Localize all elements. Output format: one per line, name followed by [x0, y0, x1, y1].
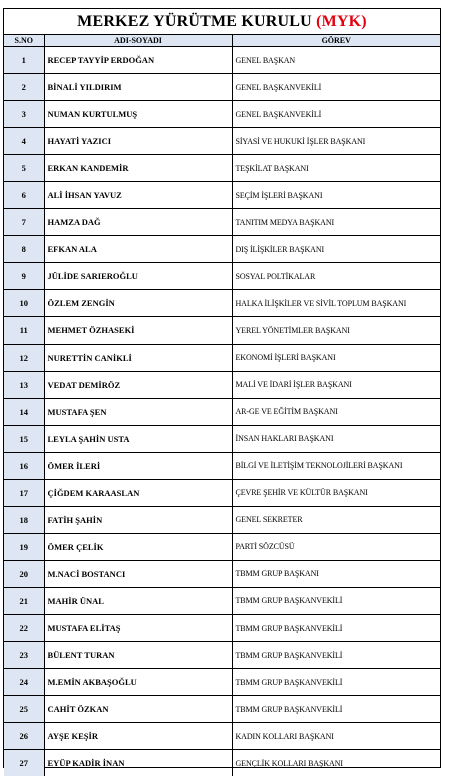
table-row: [4, 209, 440, 236]
member-name: ALİ İHSAN YAVUZ: [44, 182, 232, 209]
title-text: MERKEZ YÜRÜTME KURULU: [77, 13, 312, 30]
row-number: 18: [4, 506, 44, 533]
member-role: YEREL YÖNETİMLER BAŞKANI: [232, 317, 440, 344]
member-name: NUMAN KURTULMUŞ: [44, 101, 232, 128]
row-number: 2: [4, 74, 44, 101]
table-row: [4, 101, 440, 128]
member-role: MALİ VE İDARİ İŞLER BAŞKANI: [232, 371, 440, 398]
table-row: [4, 128, 440, 155]
table-row: [4, 74, 440, 101]
table-row: [4, 560, 440, 587]
member-role: TBMM GRUP BAŞKANVEKİLİ: [232, 696, 440, 723]
member-role: GENEL SEKRETER: [232, 506, 440, 533]
row-number: 1: [4, 47, 44, 74]
table-row: [4, 533, 440, 560]
member-name: M.NACİ BOSTANCI: [44, 560, 232, 587]
title-abbreviation: (MYK): [316, 13, 367, 30]
member-name: BİNALİ YILDIRIM: [44, 74, 232, 101]
member-name: MUSTAFA ŞEN: [44, 398, 232, 425]
row-number: 27: [4, 750, 44, 777]
member-role: İNSAN HAKLARI BAŞKANI: [232, 425, 440, 452]
member-name: EFKAN ALA: [44, 236, 232, 263]
member-name: ÖZLEM ZENGİN: [44, 290, 232, 317]
row-number: 14: [4, 398, 44, 425]
member-role: ÇEVRE ŞEHİR VE KÜLTÜR BAŞKANI: [232, 479, 440, 506]
member-name: VEDAT DEMİRÖZ: [44, 371, 232, 398]
member-name: RECEP TAYYİP ERDOĞAN: [44, 47, 232, 74]
row-number: 9: [4, 263, 44, 290]
member-name: MUSTAFA ELİTAŞ: [44, 614, 232, 641]
table-header: [4, 35, 440, 47]
members-table: [4, 35, 440, 776]
member-role: HALKA İLİŞKİLER VE SİVİL TOPLUM BAŞKANI: [232, 290, 440, 317]
row-number: 11: [4, 317, 44, 344]
member-name: HAYATİ YAZICI: [44, 128, 232, 155]
member-name: ÖMER ÇELİK: [44, 533, 232, 560]
row-number: 26: [4, 723, 44, 750]
table-row: [4, 696, 440, 723]
member-name: ÖMER İLERİ: [44, 452, 232, 479]
member-name: HAMZA DAĞ: [44, 209, 232, 236]
row-number: 13: [4, 371, 44, 398]
member-role: GENEL BAŞKAN: [232, 47, 440, 74]
row-number: 21: [4, 587, 44, 614]
member-role: SİYASİ VE HUKUKİ İŞLER BAŞKANI: [232, 128, 440, 155]
member-name: MEHMET ÖZHASEKİ: [44, 317, 232, 344]
member-role: DIŞ İLİŞKİLER BAŞKANI: [232, 236, 440, 263]
row-number: 5: [4, 155, 44, 182]
row-number: 17: [4, 479, 44, 506]
member-role: EKONOMİ İŞLERİ BAŞKANI: [232, 344, 440, 371]
row-number: 7: [4, 209, 44, 236]
row-number: 16: [4, 452, 44, 479]
member-role: TBMM GRUP BAŞKANVEKİLİ: [232, 669, 440, 696]
table-row: [4, 263, 440, 290]
member-name: EYÜP KADİR İNAN: [44, 750, 232, 777]
member-name: BÜLENT TURAN: [44, 642, 232, 669]
table-row: [4, 723, 440, 750]
member-name: LEYLA ŞAHİN USTA: [44, 425, 232, 452]
table-row: [4, 479, 440, 506]
table-row: [4, 425, 440, 452]
document-sheet: [3, 8, 441, 768]
table-row: [4, 290, 440, 317]
row-number: 4: [4, 128, 44, 155]
table-row: [4, 587, 440, 614]
member-role: TBMM GRUP BAŞKANVEKİLİ: [232, 614, 440, 641]
row-number: 20: [4, 560, 44, 587]
member-name: JÜLİDE SARIEROĞLU: [44, 263, 232, 290]
page-title: [4, 9, 440, 35]
table-row: [4, 452, 440, 479]
member-role: SEÇİM İŞLERİ BAŞKANI: [232, 182, 440, 209]
member-role: KADIN KOLLARI BAŞKANI: [232, 723, 440, 750]
row-number: 10: [4, 290, 44, 317]
table-row: [4, 317, 440, 344]
member-role: PARTİ SÖZCÜSÜ: [232, 533, 440, 560]
member-name: NURETTİN CANİKLİ: [44, 344, 232, 371]
table-row: [4, 398, 440, 425]
row-number: 15: [4, 425, 44, 452]
member-name: ERKAN KANDEMİR: [44, 155, 232, 182]
table-row: [4, 614, 440, 641]
member-role: GENEL BAŞKANVEKİLİ: [232, 101, 440, 128]
member-role: SOSYAL POLTİKALAR: [232, 263, 440, 290]
member-role: TANITIM MEDYA BAŞKANI: [232, 209, 440, 236]
member-role: BİLGİ VE İLETİŞİM TEKNOLOJİLERİ BAŞKANI: [232, 452, 440, 479]
table-row: [4, 371, 440, 398]
table-row: [4, 344, 440, 371]
member-name: CAHİT ÖZKAN: [44, 696, 232, 723]
table-row: [4, 750, 440, 777]
row-number: 22: [4, 614, 44, 641]
row-number: 19: [4, 533, 44, 560]
table-body: [4, 47, 440, 777]
row-number: 8: [4, 236, 44, 263]
header-no: S.NO: [4, 35, 44, 47]
row-number: 23: [4, 642, 44, 669]
member-role: TBMM GRUP BAŞKANVEKİLİ: [232, 642, 440, 669]
row-number: 6: [4, 182, 44, 209]
member-name: AYŞE KEŞİR: [44, 723, 232, 750]
table-row: [4, 155, 440, 182]
row-number: 3: [4, 101, 44, 128]
table-row: [4, 236, 440, 263]
member-name: FATİH ŞAHİN: [44, 506, 232, 533]
row-number: 12: [4, 344, 44, 371]
member-role: GENÇLİK KOLLARI BAŞKANI: [232, 750, 440, 777]
member-role: TEŞKİLAT BAŞKANI: [232, 155, 440, 182]
member-name: M.EMİN AKBAŞOĞLU: [44, 669, 232, 696]
member-name: MAHİR ÜNAL: [44, 587, 232, 614]
member-role: TBMM GRUP BAŞKANI: [232, 560, 440, 587]
row-number: 25: [4, 696, 44, 723]
header-name: ADI-SOYADI: [44, 35, 232, 47]
member-role: AR-GE VE EĞİTİM BAŞKANI: [232, 398, 440, 425]
table-row: [4, 182, 440, 209]
member-name: ÇİĞDEM KARAASLAN: [44, 479, 232, 506]
table-row: [4, 506, 440, 533]
table-row: [4, 642, 440, 669]
table-row: [4, 47, 440, 74]
header-role: GÖREV: [232, 35, 440, 47]
member-role: GENEL BAŞKANVEKİLİ: [232, 74, 440, 101]
row-number: 24: [4, 669, 44, 696]
header-row: [4, 35, 440, 47]
member-role: TBMM GRUP BAŞKANVEKİLİ: [232, 587, 440, 614]
table-row: [4, 669, 440, 696]
